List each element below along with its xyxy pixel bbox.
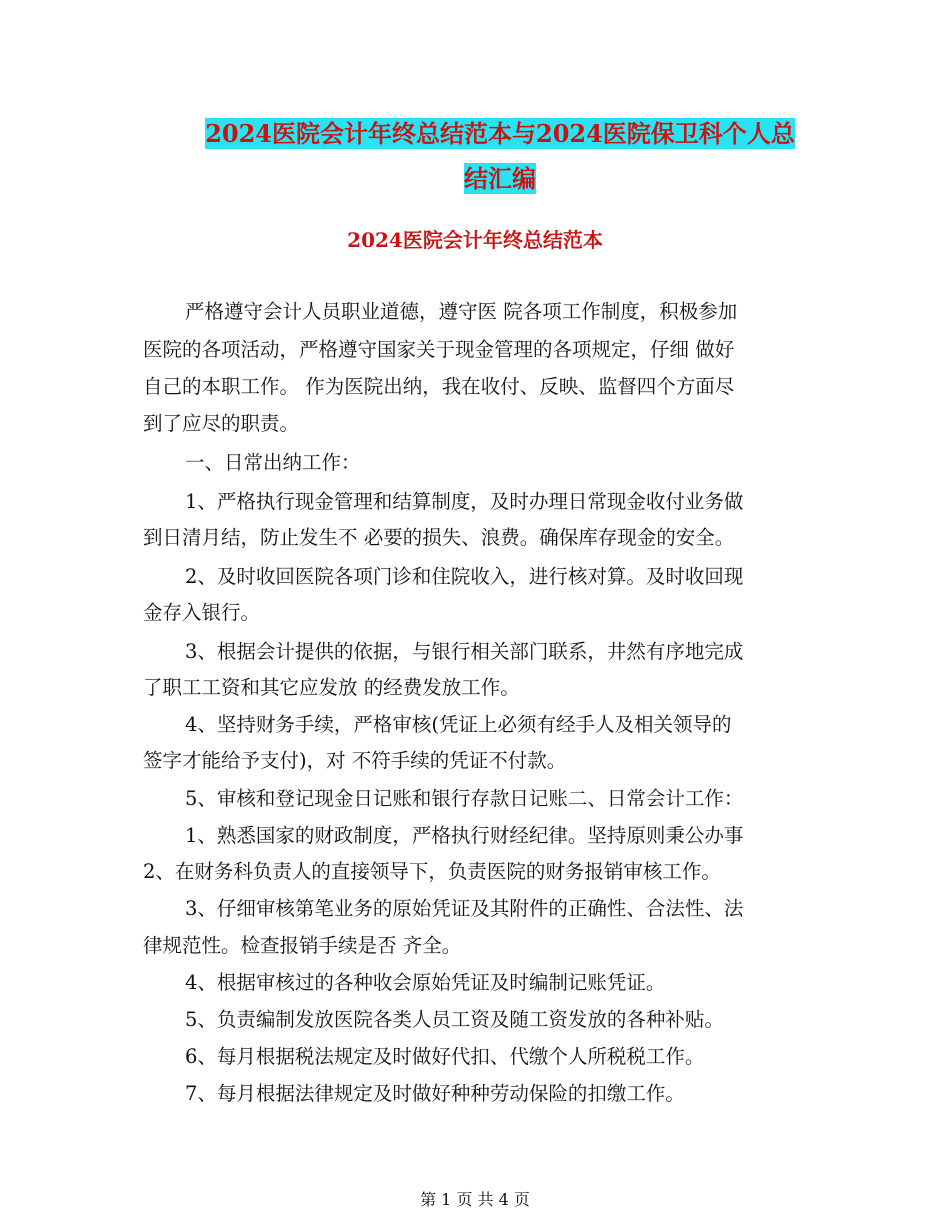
document-title-line-2: 结汇编 <box>464 164 536 193</box>
paragraph-line: 3、仔细审核第笔业务的原始凭证及其附件的正确性、合法性、法 <box>185 897 744 920</box>
paragraph-line: 严格遵守会计人员职业道德，遵守医 院各项工作制度，积极参加 <box>185 300 738 323</box>
paragraph-line: 签字才能给予支付)，对 不符手续的凭证不付款。 <box>143 749 567 772</box>
section-title: 2024医院会计年终总结范本 <box>347 228 603 252</box>
paragraph-line: 到了应尽的职责。 <box>143 412 300 435</box>
paragraph-line: 3、根据会计提供的依据，与银行相关部门联系，井然有序地完成 <box>185 640 744 663</box>
paragraph-line: 一、日常出纳工作： <box>185 451 361 474</box>
paragraph-line: 律规范性。检查报销手续是否 齐全。 <box>143 934 462 957</box>
paragraph-line: 自己的本职工作。 作为医院出纳，我在收付、反映、监督四个方面尽 <box>143 375 735 398</box>
paragraph-line: 2、在财务科负责人的直接领导下，负责医院的财务报销审核工作。 <box>143 860 721 883</box>
paragraph-line: 6、每月根据税法规定及时做好代扣、代缴个人所税税工作。 <box>185 1045 705 1068</box>
paragraph-line: 到日清月结，防止发生不 必要的损失、浪费。确保库存现金的安全。 <box>143 526 735 549</box>
paragraph-line: 1、熟悉国家的财政制度，严格执行财经纪律。坚持原则秉公办事 <box>185 824 744 847</box>
page-footer: 第 1 页 共 4 页 <box>420 1190 530 1209</box>
document-title-line-1: 2024医院会计年终总结范本与2024医院保卫科个人总 <box>205 119 795 148</box>
paragraph-line: 4、根据审核过的各种收会原始凭证及时编制记账凭证。 <box>185 971 666 994</box>
paragraph-line: 2、及时收回医院各项门诊和住院收入，进行核对算。及时收回现 <box>185 565 744 588</box>
paragraph-line: 5、负责编制发放医院各类人员工资及随工资发放的各种补贴。 <box>185 1008 724 1031</box>
paragraph-line: 1、严格执行现金管理和结算制度，及时办理日常现金收付业务做 <box>185 490 744 513</box>
paragraph-line: 4、坚持财务手续，严格审核(凭证上必须有经手人及相关领导的 <box>185 713 732 736</box>
paragraph-line: 医院的各项活动，严格遵守国家关于现金管理的各项规定，仔细 做好 <box>143 338 735 361</box>
paragraph-line: 7、每月根据法律规定及时做好种种劳动保险的扣缴工作。 <box>185 1082 685 1105</box>
paragraph-line: 了职工工资和其它应发放 的经费发放工作。 <box>143 676 520 699</box>
paragraph-line: 金存入银行。 <box>143 601 261 624</box>
paragraph-line: 5、审核和登记现金日记账和银行存款日记账二、日常会计工作： <box>185 787 744 810</box>
